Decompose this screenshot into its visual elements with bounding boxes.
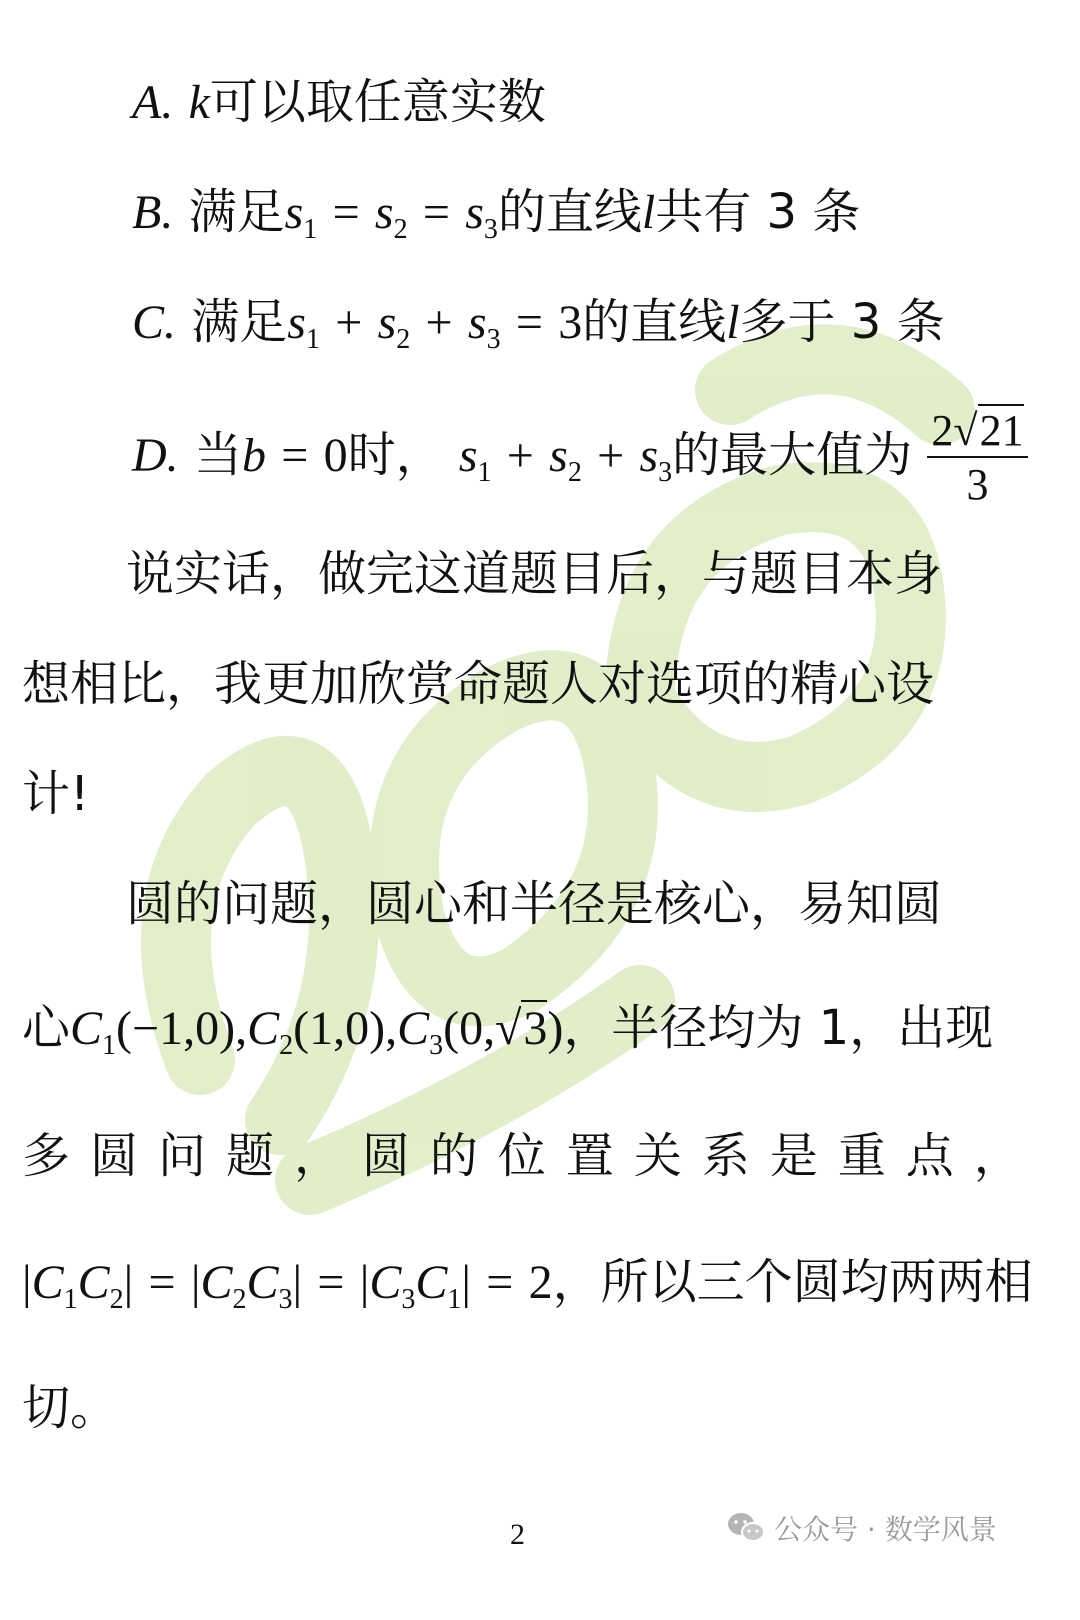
sub-2: 2 bbox=[396, 324, 411, 355]
option-c-mid: 的直线 bbox=[582, 294, 727, 350]
para2-line1: 圆的问题，圆心和半径是核心，易知圆 bbox=[126, 876, 943, 932]
para2-line2 bbox=[22, 996, 993, 1078]
footer-text: 公众号 · 数学风景 bbox=[774, 1513, 997, 1546]
math-plus: + bbox=[425, 296, 453, 349]
math-b: b bbox=[241, 429, 266, 482]
math-rhs: 2 bbox=[528, 1256, 553, 1309]
para2-line3-char: 重 bbox=[837, 1128, 886, 1184]
sub-1: 1 bbox=[477, 457, 492, 488]
abs-bar: | bbox=[292, 1256, 303, 1309]
math-eq: = bbox=[317, 1256, 345, 1309]
sqrt-radicand: 3 bbox=[523, 1002, 548, 1055]
fraction bbox=[927, 408, 1027, 508]
math-eq: = bbox=[422, 186, 450, 239]
para2-line3-char: 系 bbox=[701, 1128, 750, 1184]
sub-2: 2 bbox=[109, 1284, 124, 1315]
para2-line3-char: 点 bbox=[905, 1128, 954, 1184]
math-c: C bbox=[31, 1256, 64, 1309]
option-a-label: A. bbox=[132, 76, 174, 129]
math-eq: = bbox=[486, 1256, 514, 1309]
math-c: C bbox=[415, 1256, 448, 1309]
sub-1: 1 bbox=[303, 214, 318, 245]
math-s: s bbox=[287, 296, 306, 349]
sub-1: 1 bbox=[63, 1284, 78, 1315]
sub-1: 1 bbox=[447, 1284, 462, 1315]
c1-coord: (−1,0), bbox=[116, 1002, 248, 1055]
sub-3: 3 bbox=[486, 324, 501, 355]
para2-line3-char: 位 bbox=[497, 1128, 546, 1184]
option-b-post: 共有 3 条 bbox=[655, 184, 861, 240]
math-s: s bbox=[549, 429, 568, 482]
sub-3: 3 bbox=[483, 214, 498, 245]
para2-line3-char: 多 bbox=[22, 1128, 71, 1184]
para1-line2: 想相比，我更加欣赏命题人对选项的精心设 bbox=[22, 656, 935, 712]
fraction-coef: 2 bbox=[931, 406, 954, 455]
math-plus: + bbox=[597, 429, 625, 482]
para2-line3-char: 关 bbox=[633, 1128, 682, 1184]
option-c-pre: 满足 bbox=[191, 294, 288, 350]
math-c: C bbox=[77, 1256, 110, 1309]
math-c: C bbox=[369, 1256, 402, 1309]
option-d-when: 时， bbox=[347, 427, 444, 483]
para2-line3-char: 的 bbox=[429, 1128, 478, 1184]
option-c-post: 多于 3 条 bbox=[739, 294, 945, 350]
math-s: s bbox=[377, 296, 397, 349]
para2-line3-char: 圆 bbox=[89, 1128, 138, 1184]
sub-3: 3 bbox=[429, 1030, 444, 1061]
option-c bbox=[132, 290, 945, 372]
option-a-text: 可以取任意实数 bbox=[209, 74, 546, 130]
math-zero: 0 bbox=[323, 429, 348, 482]
abs-bar: | bbox=[461, 1256, 471, 1309]
math-s: s bbox=[467, 296, 487, 349]
option-c-label: C. bbox=[132, 296, 177, 349]
math-c: C bbox=[247, 1002, 280, 1055]
para2-line3-char: 是 bbox=[769, 1128, 818, 1184]
math-c: C bbox=[70, 1002, 103, 1055]
option-d bbox=[132, 400, 1028, 528]
option-d-mid: 的最大值为 bbox=[672, 427, 913, 483]
para2-line5: 切。 bbox=[22, 1380, 119, 1436]
math-c: C bbox=[246, 1256, 279, 1309]
math-eq: = bbox=[332, 186, 360, 239]
sub-1: 1 bbox=[305, 324, 320, 355]
c3-coord-post: ) bbox=[547, 1002, 564, 1055]
para1-line3: 计! bbox=[22, 766, 90, 822]
abs-bar: | bbox=[123, 1256, 134, 1309]
fraction-denominator: 3 bbox=[966, 460, 989, 509]
para1-line1: 说实话，做完这道题目后，与题目本身 bbox=[126, 546, 943, 602]
footer-watermark bbox=[726, 1508, 997, 1548]
math-eq: = bbox=[281, 429, 309, 482]
sub-2: 2 bbox=[567, 457, 582, 488]
math-s: s bbox=[458, 429, 478, 482]
option-a bbox=[132, 70, 546, 135]
fraction-numerator bbox=[927, 408, 1027, 458]
math-s: s bbox=[465, 186, 484, 239]
math-c: C bbox=[397, 1002, 430, 1055]
option-a-variable: k bbox=[188, 76, 210, 129]
sqrt-icon: √ bbox=[953, 406, 978, 455]
page-number: 2 bbox=[510, 1518, 525, 1551]
para2-line3-char: 置 bbox=[565, 1128, 614, 1184]
math-c: C bbox=[200, 1256, 233, 1309]
math-s: s bbox=[639, 429, 659, 482]
math-l: l bbox=[641, 186, 656, 239]
sub-3: 3 bbox=[658, 457, 673, 488]
sub-1: 1 bbox=[102, 1030, 117, 1061]
para2-line2-post: ，半径均为 1，出现 bbox=[563, 1000, 994, 1056]
para2-line3 bbox=[22, 1124, 1022, 1188]
c2-coord: (1,0), bbox=[293, 1002, 398, 1055]
abs-bar: | bbox=[190, 1256, 201, 1309]
sub-3: 3 bbox=[401, 1284, 416, 1315]
math-l: l bbox=[726, 296, 740, 349]
math-plus: + bbox=[506, 429, 534, 482]
math-eq: = bbox=[148, 1256, 176, 1309]
sub-2: 2 bbox=[279, 1030, 294, 1061]
math-s: s bbox=[374, 186, 394, 239]
option-b bbox=[132, 180, 860, 262]
para2-line3-char: 题 bbox=[225, 1128, 274, 1184]
sub-2: 2 bbox=[393, 214, 408, 245]
para2-line3-char: ， bbox=[973, 1128, 1022, 1184]
para2-line3-char: 问 bbox=[157, 1128, 206, 1184]
c3-coord-pre: (0, bbox=[443, 1002, 496, 1055]
option-d-pre: 当 bbox=[193, 427, 242, 483]
math-eq: = bbox=[515, 296, 543, 349]
option-b-pre: 满足 bbox=[188, 184, 285, 240]
para2-line3-char: ， bbox=[293, 1128, 342, 1184]
option-b-label: B. bbox=[132, 186, 174, 239]
abs-bar: | bbox=[359, 1256, 370, 1309]
para2-line3-char: 圆 bbox=[361, 1128, 410, 1184]
math-plus: + bbox=[335, 296, 363, 349]
sub-3: 3 bbox=[278, 1284, 293, 1315]
sqrt-icon: √ bbox=[495, 1002, 522, 1055]
para2-line4-post: ，所以三个圆均两两相 bbox=[552, 1254, 1033, 1310]
abs-bar: | bbox=[22, 1256, 32, 1309]
sqrt-radicand: 21 bbox=[979, 406, 1024, 455]
sub-2: 2 bbox=[232, 1284, 247, 1315]
para2-line4 bbox=[22, 1250, 1033, 1332]
option-b-mid: 的直线 bbox=[497, 184, 642, 240]
math-rhs: 3 bbox=[558, 296, 583, 349]
math-s: s bbox=[284, 186, 304, 239]
option-d-label: D. bbox=[132, 429, 179, 482]
wechat-icon bbox=[726, 1511, 766, 1545]
para2-line2-pre: 心 bbox=[22, 1000, 71, 1056]
